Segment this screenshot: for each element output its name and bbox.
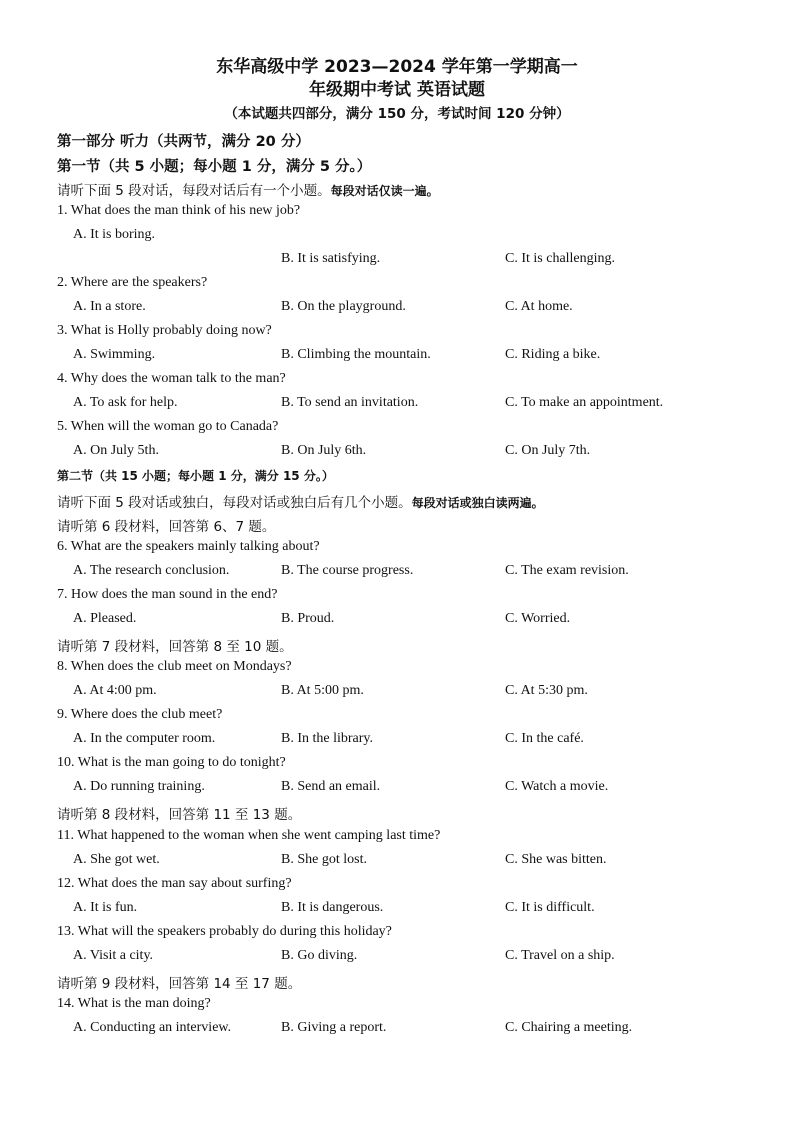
- section2-instruction-bold: 每段对话或独白读两遍。: [411, 496, 544, 510]
- section1-instruction-text: 请听下面 5 段对话，每段对话后有一个小题。: [57, 183, 331, 199]
- option-6c: C. The exam revision.: [505, 563, 629, 578]
- question-12: 12. What does the man say about surfing?: [57, 876, 292, 891]
- option-3b: B. Climbing the mountain.: [281, 347, 431, 362]
- option-3c: C. Riding a bike.: [505, 347, 601, 362]
- option-2c: C. At home.: [505, 299, 573, 314]
- option-10b: B. Send an email.: [281, 779, 381, 794]
- question-4: 4. Why does the woman talk to the man?: [57, 371, 286, 386]
- section1-instruction-bold: 每段对话仅读一遍。: [330, 184, 439, 198]
- exam-title-line2: 年级期中考试 英语试题: [309, 80, 485, 100]
- option-7b: B. Proud.: [281, 611, 335, 626]
- option-3a: A. Swimming.: [73, 347, 156, 362]
- option-6b: B. The course progress.: [281, 563, 414, 578]
- option-5a: A. On July 5th.: [73, 443, 159, 458]
- question-5: 5. When will the woman go to Canada?: [57, 419, 279, 434]
- material-6-instruction: 请听第 6 段材料，回答第 6、7 题。: [57, 519, 276, 535]
- option-8b: B. At 5:00 pm.: [281, 683, 364, 698]
- section1-header: 第一节（共 5 小题；每小题 1 分，满分 5 分。）: [57, 159, 372, 175]
- option-12a: A. It is fun.: [73, 900, 138, 915]
- option-1b: B. It is satisfying.: [281, 251, 381, 266]
- option-14b: B. Giving a report.: [281, 1020, 387, 1035]
- option-11c: C. She was bitten.: [505, 852, 607, 867]
- question-14: 14. What is the man doing?: [57, 996, 211, 1011]
- option-12b: B. It is dangerous.: [281, 900, 384, 915]
- option-8c: C. At 5:30 pm.: [505, 683, 588, 698]
- option-7c: C. Worried.: [505, 611, 571, 626]
- option-10a: A. Do running training.: [73, 779, 205, 794]
- question-13: 13. What will the speakers probably do during this holiday?: [57, 924, 392, 939]
- option-4b: B. To send an invitation.: [281, 395, 419, 410]
- option-9b: B. In the library.: [281, 731, 374, 746]
- option-13b: B. Go diving.: [281, 948, 358, 963]
- exam-title-line1: 东华高级中学 2023—2024 学年第一学期高一: [216, 57, 578, 77]
- question-9: 9. Where does the club meet?: [57, 707, 223, 722]
- option-14a: A. Conducting an interview.: [73, 1020, 232, 1035]
- section2-header: 第二节（共 15 小题；每小题 1 分，满分 15 分。）: [57, 469, 334, 483]
- question-7: 7. How does the man sound in the end?: [57, 587, 278, 602]
- option-5c: C. On July 7th.: [505, 443, 591, 458]
- option-2a: A. In a store.: [73, 299, 146, 314]
- option-4a: A. To ask for help.: [73, 395, 178, 410]
- question-1: 1. What does the man think of his new job?: [57, 203, 301, 218]
- option-1a: A. It is boring.: [73, 227, 156, 242]
- option-4c: C. To make an appointment.: [505, 395, 664, 410]
- option-11b: B. She got lost.: [281, 852, 367, 867]
- material-9-instruction: 请听第 9 段材料，回答第 14 至 17 题。: [57, 976, 302, 992]
- question-8: 8. When does the club meet on Mondays?: [57, 659, 292, 674]
- option-1c: C. It is challenging.: [505, 251, 616, 266]
- question-3: 3. What is Holly probably doing now?: [57, 323, 272, 338]
- part1-header: 第一部分 听力（共两节，满分 20 分）: [57, 134, 310, 150]
- option-9a: A. In the computer room.: [73, 731, 216, 746]
- material-8-instruction: 请听第 8 段材料，回答第 11 至 13 题。: [57, 807, 302, 823]
- question-6: 6. What are the speakers mainly talking about?: [57, 539, 320, 554]
- option-6a: A. The research conclusion.: [73, 563, 230, 578]
- option-13c: C. Travel on a ship.: [505, 948, 615, 963]
- material-7-instruction: 请听第 7 段材料，回答第 8 至 10 题。: [57, 639, 293, 655]
- exam-title-note: （本试题共四部分，满分 150 分，考试时间 120 分钟）: [224, 106, 570, 122]
- option-2b: B. On the playground.: [281, 299, 406, 314]
- question-10: 10. What is the man going to do tonight?: [57, 755, 286, 770]
- option-10c: C. Watch a movie.: [505, 779, 609, 794]
- section2-instruction-text: 请听下面 5 段对话或独白，每段对话或独白后有几个小题。: [57, 495, 412, 511]
- option-13a: A. Visit a city.: [73, 948, 154, 963]
- option-14c: C. Chairing a meeting.: [505, 1020, 633, 1035]
- option-8a: A. At 4:00 pm.: [73, 683, 157, 698]
- section2-instruction: [57, 491, 544, 511]
- option-9c: C. In the café.: [505, 731, 584, 746]
- section1-instruction: [57, 179, 439, 199]
- question-2: 2. Where are the speakers?: [57, 275, 208, 290]
- option-12c: C. It is difficult.: [505, 900, 595, 915]
- option-5b: B. On July 6th.: [281, 443, 367, 458]
- option-7a: A. Pleased.: [73, 611, 137, 626]
- option-11a: A. She got wet.: [73, 852, 160, 867]
- question-11: 11. What happened to the woman when she went camping last time?: [57, 828, 441, 843]
